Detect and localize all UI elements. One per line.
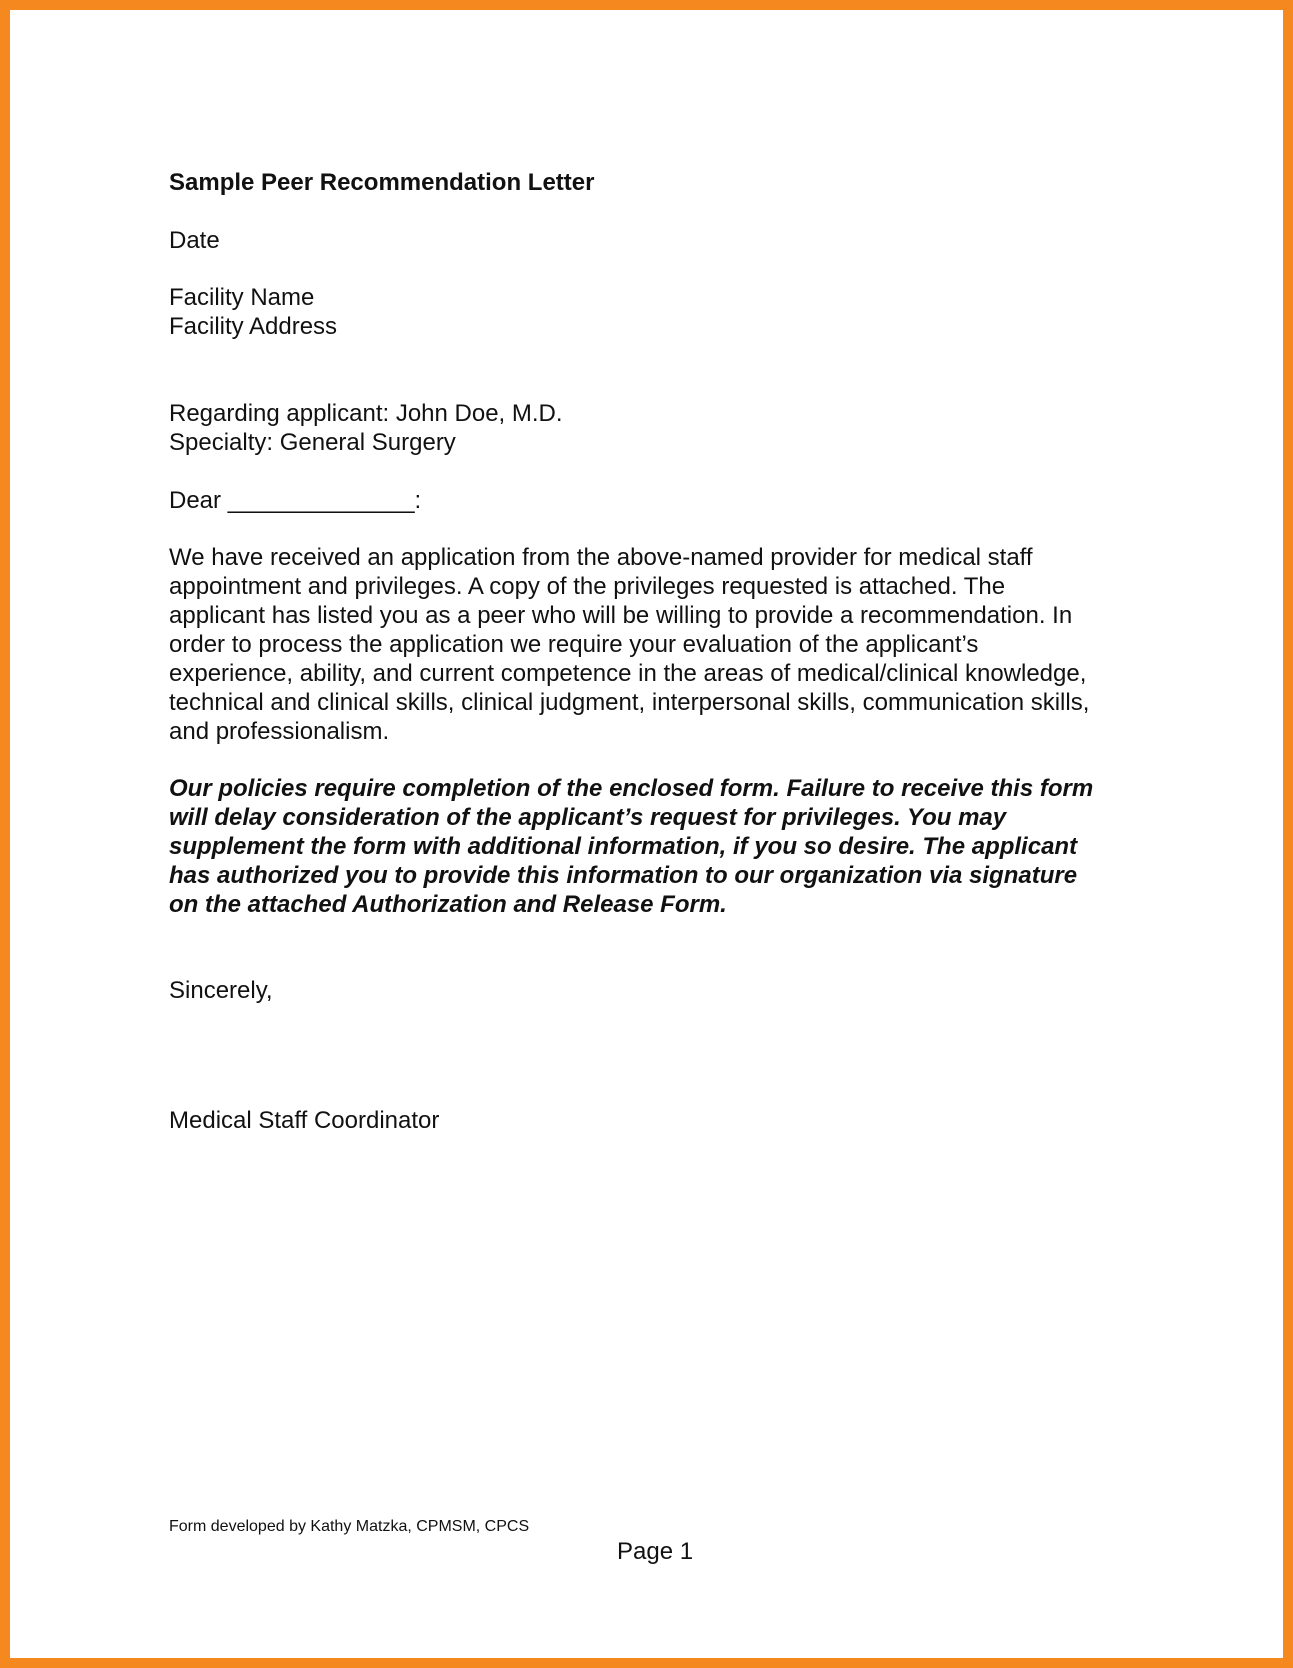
regarding-applicant: Regarding applicant: John Doe, M.D.	[169, 400, 563, 427]
policy-line: on the attached Authorization and Release Form.	[169, 891, 727, 918]
salutation: Dear ______________:	[169, 487, 422, 514]
policy-line: supplement the form with additional information, if you so desire. The applicant	[169, 833, 1078, 860]
facility-address: Facility Address	[169, 313, 338, 340]
body-line: order to process the application we require your evaluation of the applicant’s	[169, 631, 979, 658]
policy-line: has authorized you to provide this information to our organization via signature	[169, 862, 1078, 889]
policy-line: will delay consideration of the applicant’s request for privileges. You may	[169, 804, 1007, 831]
body-line: applicant has listed you as a peer who will be willing to provide a recommendation. In	[169, 602, 1073, 629]
body-line: We have received an application from the above-named provider for medical staff	[169, 544, 1033, 571]
body-paragraph	[169, 543, 1149, 746]
footer-credit: Form developed by Kathy Matzka, CPMSM, CPCS	[169, 1518, 530, 1535]
policy-line: Our policies require completion of the enclosed form. Failure to receive this form	[169, 775, 1094, 802]
signature-title: Medical Staff Coordinator	[169, 1107, 440, 1134]
body-line: appointment and privileges. A copy of the privileges requested is attached. The	[169, 573, 1006, 600]
policy-paragraph	[169, 774, 1149, 919]
body-line: technical and clinical skills, clinical judgment, interpersonal skills, communication skills,	[169, 689, 1090, 716]
date-label: Date	[169, 227, 220, 254]
body-line: experience, ability, and current competence in the areas of medical/clinical knowledge,	[169, 660, 1087, 687]
facility-name: Facility Name	[169, 284, 315, 311]
specialty: Specialty: General Surgery	[169, 429, 456, 456]
body-line: and professionalism.	[169, 718, 390, 745]
closing: Sincerely,	[169, 977, 273, 1004]
letter-title: Sample Peer Recommendation Letter	[169, 169, 595, 196]
page-number: Page 1	[617, 1538, 694, 1565]
